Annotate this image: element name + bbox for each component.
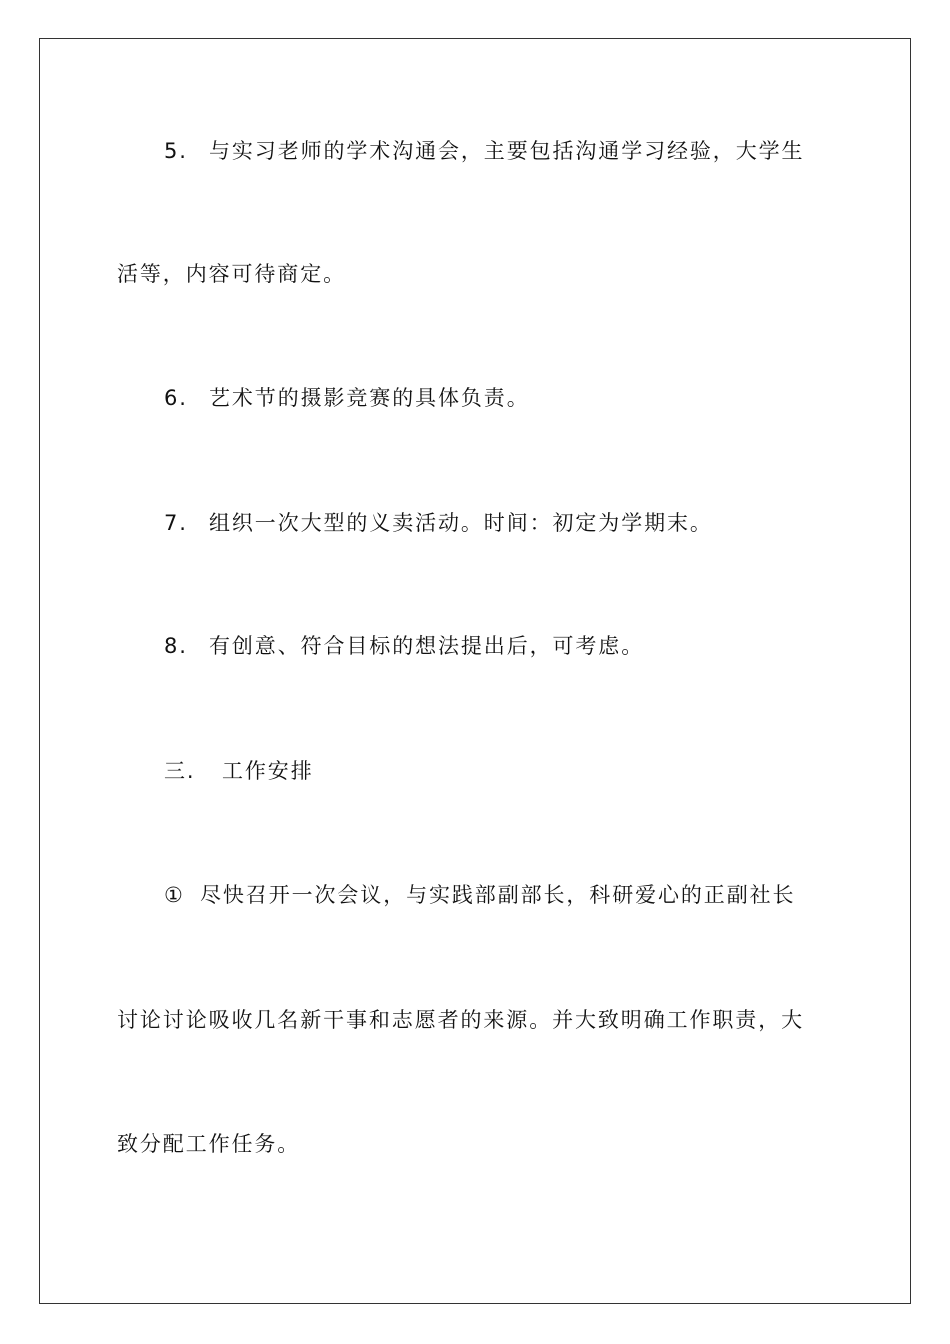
- list-item-7: [0, 508, 950, 538]
- section-title: 工作安排: [222, 759, 314, 783]
- circled-one-marker: ①: [164, 883, 185, 907]
- item-text: 与实习老师的学术沟通会，主要包括沟通学习经验，大学生: [209, 139, 805, 163]
- item-text: 有创意、符合目标的想法提出后，可考虑。: [209, 634, 645, 658]
- task-text-line-1: 尽快召开一次会议，与实践部副部长，科研爱心的正副社长: [200, 883, 796, 907]
- item-number: 6.: [164, 386, 188, 410]
- page-border: [39, 38, 911, 1304]
- section-number: 三.: [164, 759, 196, 783]
- section-heading: [0, 756, 950, 786]
- task-text-line-3: 致分配工作任务。: [117, 1132, 301, 1156]
- task-item-1: [0, 880, 950, 910]
- list-item-8: [0, 631, 950, 661]
- list-item-6: [0, 383, 950, 413]
- item-text: 艺术节的摄影竞赛的具体负责。: [209, 386, 530, 410]
- task-text-line-2: 讨论讨论吸收几名新干事和志愿者的来源。并大致明确工作职责，大: [117, 1008, 804, 1032]
- item-number: 5.: [164, 139, 188, 163]
- item-number: 7.: [164, 511, 188, 535]
- item-number: 8.: [164, 634, 188, 658]
- item-text: 组织一次大型的义卖活动。时间：初定为学期末。: [209, 511, 713, 535]
- list-item-5: [0, 136, 950, 166]
- list-item-5-continuation: 活等，内容可待商定。: [117, 262, 346, 286]
